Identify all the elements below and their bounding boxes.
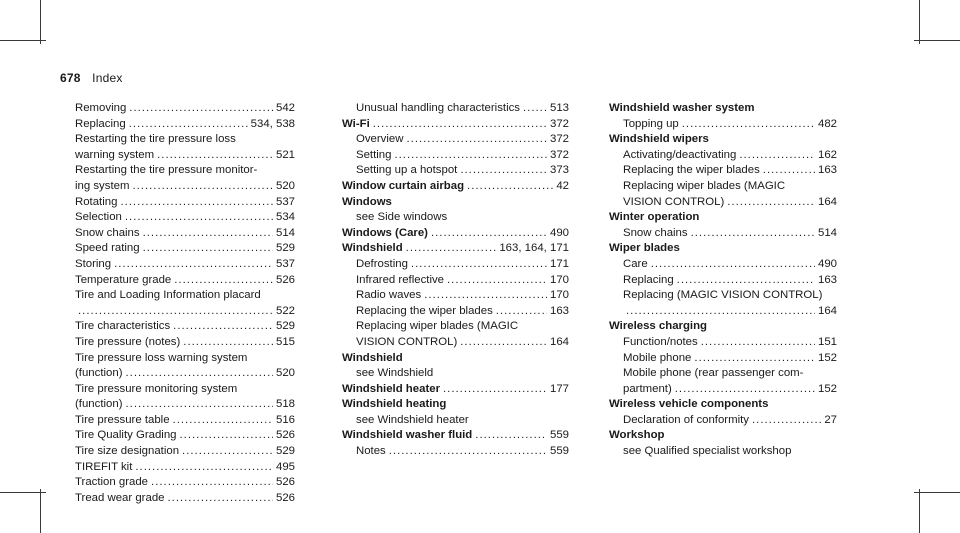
page-reference[interactable]: 177 bbox=[549, 382, 569, 395]
index-entry bbox=[609, 273, 837, 289]
index-term: Setting up a hotspot bbox=[356, 164, 458, 177]
dot-leader bbox=[125, 366, 273, 382]
page-reference[interactable]: 372 bbox=[549, 117, 569, 130]
index-term: Windshield bbox=[342, 242, 403, 255]
dot-leader bbox=[78, 304, 273, 320]
index-entry-line: Restarting the tire pressure loss bbox=[75, 133, 236, 146]
page-reference[interactable]: 559 bbox=[549, 429, 569, 442]
dot-leader bbox=[727, 195, 815, 211]
page-reference[interactable]: 162 bbox=[817, 148, 837, 161]
page-reference[interactable]: 529 bbox=[275, 320, 295, 333]
page-reference[interactable]: 42 bbox=[556, 179, 569, 192]
crop-mark bbox=[919, 0, 920, 44]
index-entry bbox=[342, 335, 569, 351]
index-entry bbox=[342, 304, 569, 320]
index-entry bbox=[75, 335, 295, 351]
dot-leader bbox=[460, 163, 547, 179]
index-entry-line: see Windshield bbox=[356, 367, 434, 380]
dot-leader bbox=[151, 475, 273, 491]
index-term: Rotating bbox=[75, 195, 118, 208]
index-term: Windows (Care) bbox=[342, 226, 428, 239]
page-reference[interactable]: 526 bbox=[275, 273, 295, 286]
page-reference[interactable]: 170 bbox=[549, 289, 569, 302]
page-reference[interactable]: 526 bbox=[275, 429, 295, 442]
page-reference[interactable]: 515 bbox=[275, 335, 295, 348]
dot-leader bbox=[443, 382, 547, 398]
index-heading: Windshield heating bbox=[342, 398, 447, 411]
index-term: Removing bbox=[75, 102, 127, 114]
page-reference[interactable]: 490 bbox=[817, 257, 837, 270]
page-reference[interactable]: 514 bbox=[275, 226, 295, 239]
index-term: warning system bbox=[75, 148, 155, 161]
dot-leader bbox=[694, 351, 815, 367]
page-number: 678 bbox=[60, 71, 81, 85]
page-reference[interactable]: 534 bbox=[275, 211, 295, 224]
dot-leader bbox=[406, 241, 497, 257]
index-entry bbox=[75, 257, 295, 273]
dot-leader bbox=[125, 397, 273, 413]
dot-leader bbox=[411, 257, 547, 273]
index-entry bbox=[342, 382, 569, 398]
index-term: Radio waves bbox=[356, 289, 422, 302]
section-title: Index bbox=[92, 71, 123, 85]
index-entry bbox=[609, 335, 837, 351]
index-entry bbox=[75, 366, 295, 382]
index-term: Mobile phone bbox=[623, 351, 692, 364]
index-entry bbox=[342, 148, 569, 164]
index-entry bbox=[609, 195, 837, 211]
index-entry-line: Replacing wiper blades (MAGIC bbox=[356, 320, 519, 333]
index-term: VISION CONTROL) bbox=[623, 195, 725, 208]
page-reference[interactable]: 164 bbox=[817, 304, 837, 317]
page-reference[interactable]: 513 bbox=[549, 102, 569, 114]
dot-leader bbox=[135, 460, 273, 476]
dot-leader bbox=[460, 335, 547, 351]
page-reference[interactable]: 529 bbox=[275, 445, 295, 458]
index-term: (function) bbox=[75, 367, 123, 380]
crop-mark bbox=[40, 0, 41, 44]
index-entry bbox=[342, 179, 569, 195]
index-column-1 bbox=[75, 101, 295, 506]
page-reference[interactable]: 529 bbox=[275, 242, 295, 255]
crop-mark bbox=[914, 40, 960, 41]
index-term: Speed rating bbox=[75, 242, 140, 255]
dot-leader bbox=[132, 179, 273, 195]
page-reference[interactable]: 534, 538 bbox=[250, 117, 295, 130]
page-reference[interactable]: 520 bbox=[275, 179, 295, 192]
index-term: Notes bbox=[356, 445, 386, 458]
dot-leader bbox=[496, 304, 547, 320]
index-term: VISION CONTROL) bbox=[356, 335, 458, 348]
index-term: Replacing bbox=[75, 117, 126, 130]
index-term: Function/notes bbox=[623, 335, 698, 348]
page-reference[interactable]: 514 bbox=[817, 226, 837, 239]
index-entry bbox=[75, 475, 295, 491]
index-entry bbox=[75, 491, 295, 507]
index-entry bbox=[75, 117, 295, 133]
page-reference[interactable]: 164 bbox=[549, 335, 569, 348]
dot-leader bbox=[626, 304, 815, 320]
dot-leader bbox=[157, 148, 273, 164]
index-term: Tire pressure (notes) bbox=[75, 335, 181, 348]
index-term: Windshield washer fluid bbox=[342, 429, 473, 442]
dot-leader bbox=[523, 101, 547, 117]
page-reference[interactable]: 163, 164, 171 bbox=[499, 242, 569, 255]
page-reference[interactable]: 163 bbox=[817, 164, 837, 177]
index-entry bbox=[75, 226, 295, 242]
index-entry bbox=[75, 397, 295, 413]
index-entry bbox=[609, 304, 837, 320]
dot-leader bbox=[475, 428, 547, 444]
page-reference[interactable]: 372 bbox=[549, 133, 569, 146]
page-reference[interactable]: 171 bbox=[549, 257, 569, 270]
index-entry bbox=[75, 460, 295, 476]
index-heading: Wireless vehicle components bbox=[609, 398, 769, 411]
index-entry-line: Tire pressure loss warning system bbox=[75, 351, 248, 364]
index-term: Replacing the wiper blades bbox=[623, 164, 760, 177]
index-term: Window curtain airbag bbox=[342, 179, 465, 192]
index-term: Windshield heater bbox=[342, 382, 440, 395]
index-entry bbox=[342, 117, 569, 133]
index-entry bbox=[75, 179, 295, 195]
index-term: Selection bbox=[75, 211, 122, 224]
index-term: TIREFIT kit bbox=[75, 460, 133, 473]
index-entry-line: Restarting the tire pressure monitor- bbox=[75, 164, 258, 177]
dot-leader bbox=[675, 382, 815, 398]
index-term: Defrosting bbox=[356, 257, 408, 270]
dot-leader bbox=[431, 226, 547, 242]
index-term: Infrared reflective bbox=[356, 273, 444, 286]
index-entry bbox=[609, 117, 837, 133]
index-heading: Windshield wipers bbox=[609, 133, 709, 146]
index-entry bbox=[609, 148, 837, 164]
index-heading: Wiper blades bbox=[609, 242, 680, 255]
index-term: partment) bbox=[623, 382, 672, 395]
page-reference[interactable]: 537 bbox=[275, 257, 295, 270]
index-heading: Windows bbox=[342, 195, 392, 208]
crop-mark bbox=[0, 492, 46, 493]
dot-leader bbox=[183, 335, 273, 351]
page-reference[interactable]: 170 bbox=[549, 273, 569, 286]
index-term: Wi-Fi bbox=[342, 117, 370, 130]
page-reference[interactable]: 164 bbox=[817, 195, 837, 208]
index-term: ing system bbox=[75, 179, 130, 192]
page-header bbox=[60, 71, 123, 85]
index-heading: Windshield bbox=[342, 351, 403, 364]
index-entry-line: Mobile phone (rear passenger com- bbox=[623, 367, 804, 380]
index-term: Declaration of conformity bbox=[623, 413, 749, 426]
dot-leader bbox=[651, 257, 815, 273]
dot-leader bbox=[701, 335, 815, 351]
dot-leader bbox=[739, 148, 815, 164]
index-entry bbox=[342, 444, 569, 460]
page-reference[interactable]: 518 bbox=[275, 398, 295, 411]
index-heading: Winter operation bbox=[609, 211, 700, 224]
page-reference[interactable]: 526 bbox=[275, 476, 295, 489]
index-term: Activating/deactivating bbox=[623, 148, 737, 161]
index-term: Care bbox=[623, 257, 648, 270]
page-reference[interactable]: 520 bbox=[275, 367, 295, 380]
index-term: Tread wear grade bbox=[75, 491, 165, 504]
index-term: Tire Quality Grading bbox=[75, 429, 177, 442]
index-entry-line: Replacing (MAGIC VISION CONTROL) bbox=[623, 289, 823, 302]
index-entry-line: see Qualified specialist workshop bbox=[623, 445, 792, 458]
dot-leader bbox=[180, 428, 273, 444]
index-term: Replacing the wiper blades bbox=[356, 304, 493, 317]
index-entry bbox=[342, 273, 569, 289]
index-entry-line: see Windshield heater bbox=[356, 413, 469, 426]
page-reference[interactable]: 163 bbox=[549, 304, 569, 317]
index-entry-line: see Side windows bbox=[356, 211, 448, 224]
page-reference[interactable]: 559 bbox=[549, 445, 569, 458]
index-entry bbox=[342, 257, 569, 273]
index-entry bbox=[75, 319, 295, 335]
index-entry bbox=[342, 428, 569, 444]
index-entry bbox=[342, 241, 569, 257]
crop-mark bbox=[914, 492, 960, 493]
page-reference[interactable]: 490 bbox=[549, 226, 569, 239]
index-column-2 bbox=[342, 101, 569, 460]
page-reference[interactable]: 152 bbox=[817, 351, 837, 364]
index-entry bbox=[75, 273, 295, 289]
index-entry bbox=[609, 382, 837, 398]
index-entry bbox=[75, 413, 295, 429]
index-entry bbox=[75, 241, 295, 257]
page-reference[interactable]: 537 bbox=[275, 195, 295, 208]
index-entry-line: Tire pressure monitoring system bbox=[75, 382, 238, 395]
crop-mark bbox=[40, 489, 41, 533]
index-term: Temperature grade bbox=[75, 273, 172, 286]
index-term: (function) bbox=[75, 398, 123, 411]
dot-leader bbox=[173, 413, 273, 429]
index-term: Snow chains bbox=[75, 226, 140, 239]
index-term: Tire pressure table bbox=[75, 413, 170, 426]
index-term: Topping up bbox=[623, 117, 679, 130]
index-entry bbox=[609, 226, 837, 242]
index-term: Unusual handling characteristics bbox=[356, 102, 520, 114]
index-term: Replacing bbox=[623, 273, 674, 286]
dot-leader bbox=[447, 273, 547, 289]
index-entry bbox=[342, 163, 569, 179]
index-entry-line: Replacing wiper blades (MAGIC bbox=[623, 179, 786, 192]
index-column-3 bbox=[609, 101, 837, 460]
dot-leader bbox=[752, 413, 821, 429]
dot-leader bbox=[129, 101, 273, 117]
page-reference[interactable]: 516 bbox=[275, 413, 295, 426]
index-entry bbox=[75, 148, 295, 164]
index-term: Storing bbox=[75, 257, 112, 270]
index-heading: Windshield washer system bbox=[609, 102, 755, 114]
dot-leader bbox=[182, 444, 273, 460]
index-entry bbox=[342, 288, 569, 304]
dot-leader bbox=[394, 148, 547, 164]
dot-leader bbox=[682, 117, 815, 133]
index-term: Tire size designation bbox=[75, 445, 180, 458]
dot-leader bbox=[691, 226, 815, 242]
page-reference[interactable]: 521 bbox=[275, 148, 295, 161]
crop-mark bbox=[919, 489, 920, 533]
index-heading: Workshop bbox=[609, 429, 665, 442]
page-reference[interactable]: 151 bbox=[817, 335, 837, 348]
dot-leader bbox=[167, 491, 273, 507]
dot-leader bbox=[174, 273, 273, 289]
page-reference[interactable]: 372 bbox=[549, 148, 569, 161]
index-entry bbox=[609, 413, 837, 429]
index-entry bbox=[342, 101, 569, 117]
index-entry bbox=[609, 257, 837, 273]
page-reference[interactable]: 482 bbox=[817, 117, 837, 130]
dot-leader bbox=[373, 117, 547, 133]
index-term: Snow chains bbox=[623, 226, 688, 239]
index-entry bbox=[75, 210, 295, 226]
index-term: Tire characteristics bbox=[75, 320, 171, 333]
page-reference[interactable]: 27 bbox=[824, 413, 837, 426]
index-entry bbox=[75, 195, 295, 211]
index-entry bbox=[609, 351, 837, 367]
page-reference[interactable]: 152 bbox=[817, 382, 837, 395]
index-term: Setting bbox=[356, 148, 392, 161]
dot-leader bbox=[389, 444, 547, 460]
dot-leader bbox=[129, 117, 248, 133]
dot-leader bbox=[143, 241, 273, 257]
index-term: Traction grade bbox=[75, 476, 149, 489]
index-entry bbox=[342, 132, 569, 148]
index-entry-line: Tire and Loading Information placard bbox=[75, 289, 261, 302]
index-term: Overview bbox=[356, 133, 404, 146]
dot-leader bbox=[467, 179, 553, 195]
index-entry bbox=[75, 304, 295, 320]
dot-leader bbox=[677, 273, 815, 289]
dot-leader bbox=[173, 319, 273, 335]
crop-mark bbox=[0, 40, 46, 41]
dot-leader bbox=[763, 163, 815, 179]
dot-leader bbox=[125, 210, 273, 226]
index-entry bbox=[75, 101, 295, 117]
dot-leader bbox=[424, 288, 547, 304]
page-reference[interactable]: 373 bbox=[549, 164, 569, 177]
dot-leader bbox=[406, 132, 547, 148]
index-entry bbox=[342, 226, 569, 242]
page-reference[interactable]: 495 bbox=[275, 460, 295, 473]
index-heading: Wireless charging bbox=[609, 320, 708, 333]
page-reference[interactable]: 522 bbox=[275, 304, 295, 317]
index-entry bbox=[609, 163, 837, 179]
page-reference[interactable]: 542 bbox=[275, 102, 295, 114]
dot-leader bbox=[114, 257, 273, 273]
dot-leader bbox=[120, 195, 273, 211]
index-entry bbox=[75, 428, 295, 444]
index-entry bbox=[75, 444, 295, 460]
dot-leader bbox=[143, 226, 273, 242]
page-reference[interactable]: 163 bbox=[817, 273, 837, 286]
page-reference[interactable]: 526 bbox=[275, 491, 295, 504]
